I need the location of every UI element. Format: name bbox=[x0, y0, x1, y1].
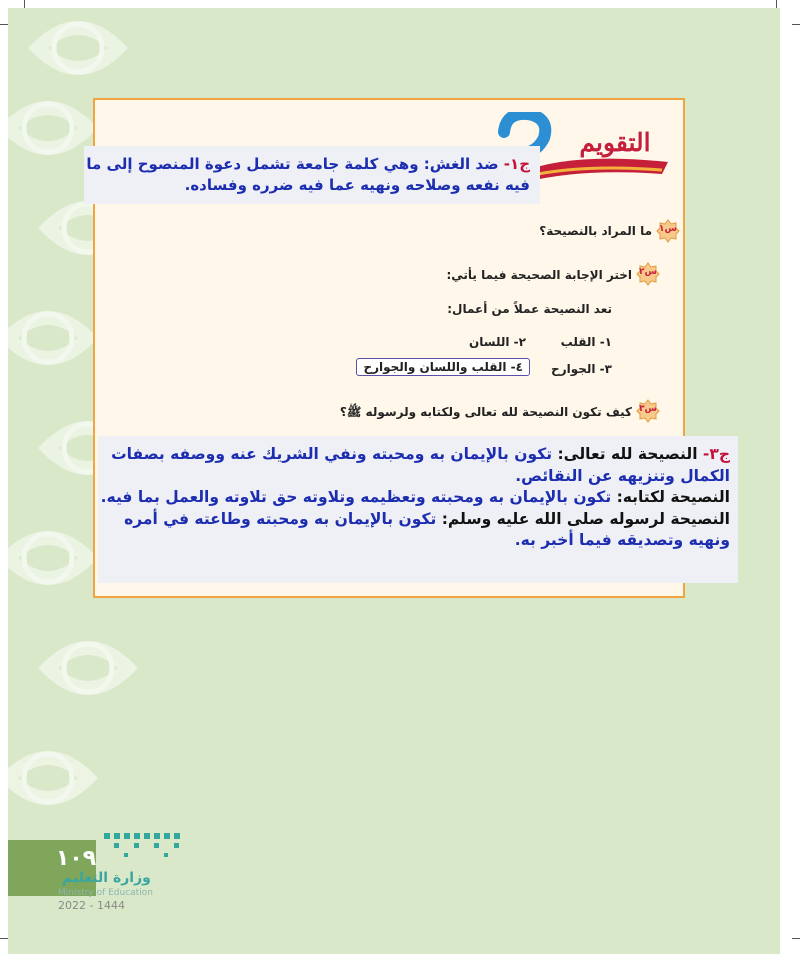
ministry-name-english: Ministry of Education bbox=[58, 888, 153, 898]
answer-3-para-2 bbox=[98, 487, 730, 509]
crop-mark bbox=[792, 24, 800, 25]
option-2[interactable]: ٢- اللسان bbox=[469, 335, 526, 349]
question-2-text: اختر الإجابة الصحيحة فيما يأتي: bbox=[446, 268, 632, 282]
answer-1-box bbox=[84, 146, 540, 204]
ministry-name-arabic: وزارة التعليم bbox=[62, 870, 151, 886]
answer-3-p3-head: النصيحة لرسوله صلى الله عليه وسلم: bbox=[441, 509, 730, 528]
option-3[interactable]: ٣- الجوارح bbox=[551, 362, 612, 376]
crop-mark bbox=[776, 0, 777, 8]
question-2-stem: تعد النصيحة عملاً من أعمال: bbox=[447, 302, 612, 316]
option-4-selected[interactable]: ٤- القلب واللسان والجوارح bbox=[356, 358, 530, 376]
answer-3-p1-body: تكون بالإيمان به ومحبته ونفي الشريك عنه ووصفه بصفات الكمال وتنزيهه عن النقائص. bbox=[111, 445, 730, 485]
crop-mark bbox=[0, 938, 8, 939]
section-title: التقويم bbox=[579, 128, 651, 157]
page-number: ١٠٩ bbox=[55, 846, 97, 871]
academic-year: 2022 - 1444 bbox=[58, 899, 125, 912]
question-2-badge-label: س٢ bbox=[639, 267, 657, 277]
option-1[interactable]: ١- القلب bbox=[560, 335, 612, 349]
question-1-text: ما المراد بالنصيحة؟ bbox=[539, 224, 652, 238]
answer-3-p2-head: النصيحة لكتابه: bbox=[616, 488, 730, 506]
crop-mark bbox=[0, 24, 8, 25]
answer-3-para-1 bbox=[98, 444, 730, 487]
question-1-badge-label: س١ bbox=[659, 224, 677, 234]
crop-mark bbox=[24, 0, 25, 8]
answer-3-p2-body: تكون بالإيمان به ومحبته وتعظيمه وتلاوته حق تلاوته والعمل بما فيه. bbox=[100, 488, 612, 506]
answer-1-label: ج١- bbox=[503, 155, 530, 173]
answer-3-para-3 bbox=[98, 509, 730, 552]
answer-3-p3-body: تكون بالإيمان به ومحبته وطاعته في أمره ونهيه وتصديقه فيما أخبر به. bbox=[124, 509, 730, 549]
answer-3-p1-head: النصيحة لله تعالى: bbox=[557, 445, 698, 463]
answer-3-box bbox=[98, 436, 738, 583]
ministry-logo-icon bbox=[100, 829, 190, 865]
crop-mark bbox=[792, 938, 800, 939]
question-3-badge-label: س٣ bbox=[639, 404, 657, 414]
answer-1-text: ضد الغش: وهي كلمة جامعة تشمل دعوة المنصوح إلى ما فيه نفعه وصلاحه ونهيه عما فيه ضرره وفساده. bbox=[86, 155, 530, 194]
question-3-text: كيف تكون النصيحة لله تعالى ولكتابه ولرسوله ﷺ؟ bbox=[339, 405, 632, 419]
answer-3-label: ج٣- bbox=[702, 445, 730, 463]
